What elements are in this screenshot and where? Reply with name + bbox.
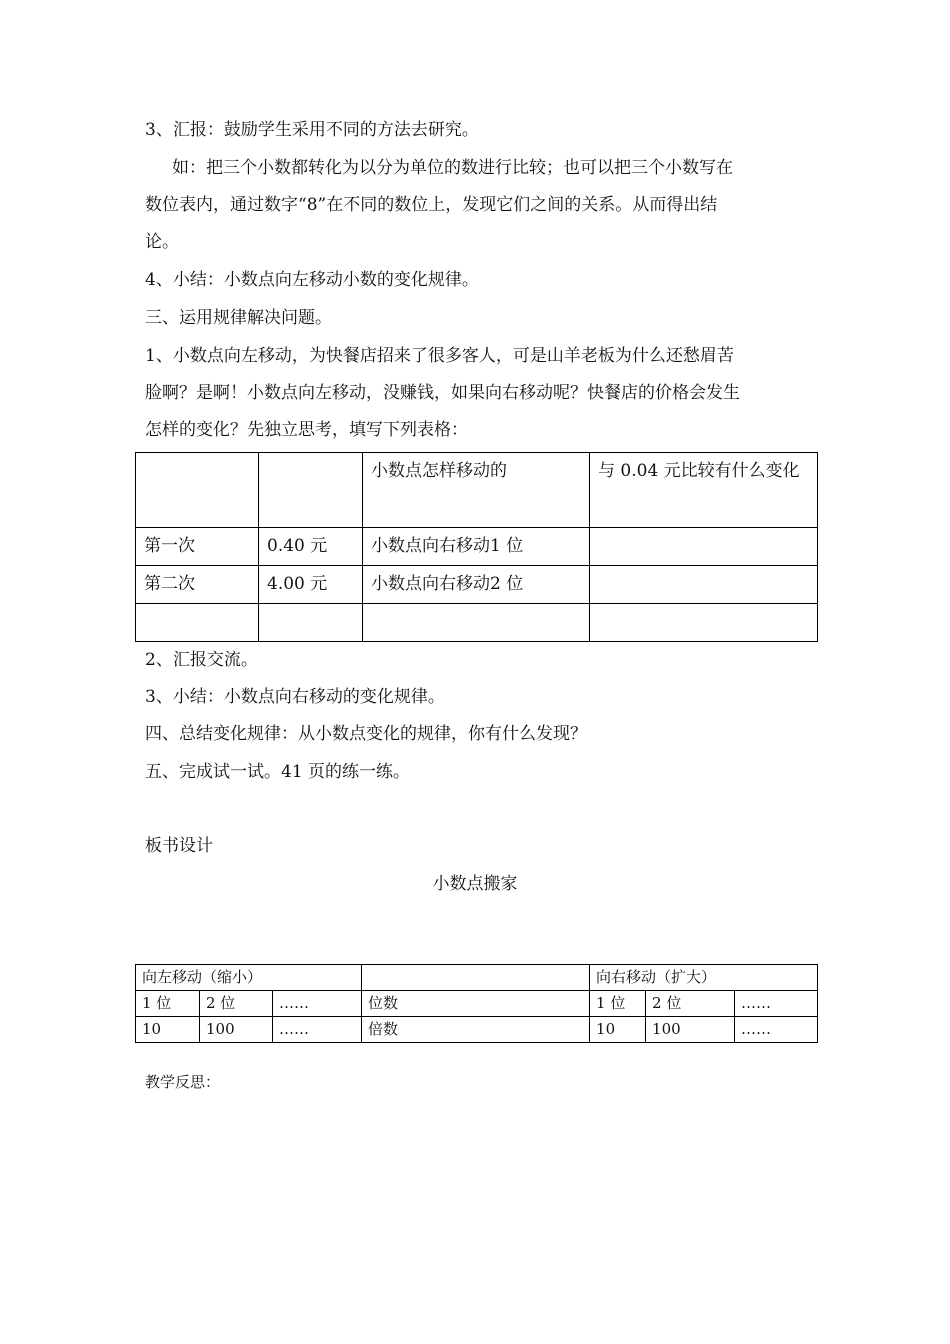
table-cell: 4.00 元 xyxy=(259,566,363,604)
table-cell xyxy=(590,528,818,566)
table-cell: 10 xyxy=(590,1017,646,1043)
table-row xyxy=(136,528,818,566)
board-design-table xyxy=(135,964,818,1043)
table-header-cell: 小数点怎样移动的 xyxy=(363,453,590,528)
summary-left: 4、小结：小数点向左移动小数的变化规律。 xyxy=(145,270,479,290)
table-cell xyxy=(590,566,818,604)
example-line-1: 如：把三个小数都转化为以分为单位的数进行比较；也可以把三个小数写在 xyxy=(172,158,733,178)
table-row xyxy=(136,1017,818,1043)
table-cell: 100 xyxy=(200,1017,273,1043)
table-cell: 2 位 xyxy=(200,991,273,1017)
table-cell xyxy=(259,604,363,642)
example-line-2: 数位表内，通过数字“8”在不同的数位上，发现它们之间的关系。从而得出结 xyxy=(145,195,718,215)
section-four-heading: 四、总结变化规律：从小数点变化的规律，你有什么发现？ xyxy=(145,724,587,744)
table-cell: 1 位 xyxy=(590,991,646,1017)
teaching-reflection-label: 教学反思： xyxy=(145,1073,221,1091)
example-line-3: 论。 xyxy=(145,232,179,252)
table-row xyxy=(136,566,818,604)
table-cell: 第二次 xyxy=(136,566,259,604)
table-cell xyxy=(259,453,363,528)
section-three-heading: 三、运用规律解决问题。 xyxy=(145,308,332,328)
table-cell: 倍数 xyxy=(362,1017,590,1043)
table-cell: …… xyxy=(273,1017,362,1043)
table-cell: 1 位 xyxy=(136,991,200,1017)
report-step: 3、汇报：鼓励学生采用不同的方法去研究。 xyxy=(145,120,479,140)
table-row xyxy=(136,965,818,991)
question-line-3: 怎样的变化？先独立思考，填写下列表格： xyxy=(145,420,468,440)
table-cell: …… xyxy=(735,1017,818,1043)
table-cell: 0.40 元 xyxy=(259,528,363,566)
question-line-2: 脸啊？是啊！小数点向左移动，没赚钱，如果向右移动呢？快餐店的价格会发生 xyxy=(145,383,740,403)
right-move-header: 向右移动（扩大） xyxy=(590,965,818,991)
summary-right: 3、小结：小数点向右移动的变化规律。 xyxy=(145,687,445,707)
left-move-header: 向左移动（缩小） xyxy=(136,965,362,991)
section-five-heading: 五、完成试一试。41 页的练一练。 xyxy=(145,762,411,782)
table-cell: 10 xyxy=(136,1017,200,1043)
table-cell: 小数点向右移动1 位 xyxy=(363,528,590,566)
table-cell xyxy=(362,965,590,991)
report-exchange: 2、汇报交流。 xyxy=(145,650,258,670)
table-cell: …… xyxy=(735,991,818,1017)
board-design-label: 板书设计 xyxy=(145,836,213,856)
question-line-1: 1、小数点向左移动，为快餐店招来了很多客人，可是山羊老板为什么还愁眉苦 xyxy=(145,346,734,366)
table-cell: 小数点向右移动2 位 xyxy=(363,566,590,604)
table-cell: 第一次 xyxy=(136,528,259,566)
table-cell: 2 位 xyxy=(646,991,735,1017)
table-cell: 100 xyxy=(646,1017,735,1043)
table-cell xyxy=(363,604,590,642)
table-row xyxy=(136,991,818,1017)
table-cell xyxy=(136,453,259,528)
table-header-cell: 与 0.04 元比较有什么变化 xyxy=(590,453,818,528)
table-row xyxy=(136,604,818,642)
board-title: 小数点搬家 xyxy=(432,874,518,894)
table-cell: …… xyxy=(273,991,362,1017)
table-row xyxy=(136,453,818,528)
table-cell: 位数 xyxy=(362,991,590,1017)
price-change-table xyxy=(135,452,818,642)
table-cell xyxy=(136,604,259,642)
table-cell xyxy=(590,604,818,642)
